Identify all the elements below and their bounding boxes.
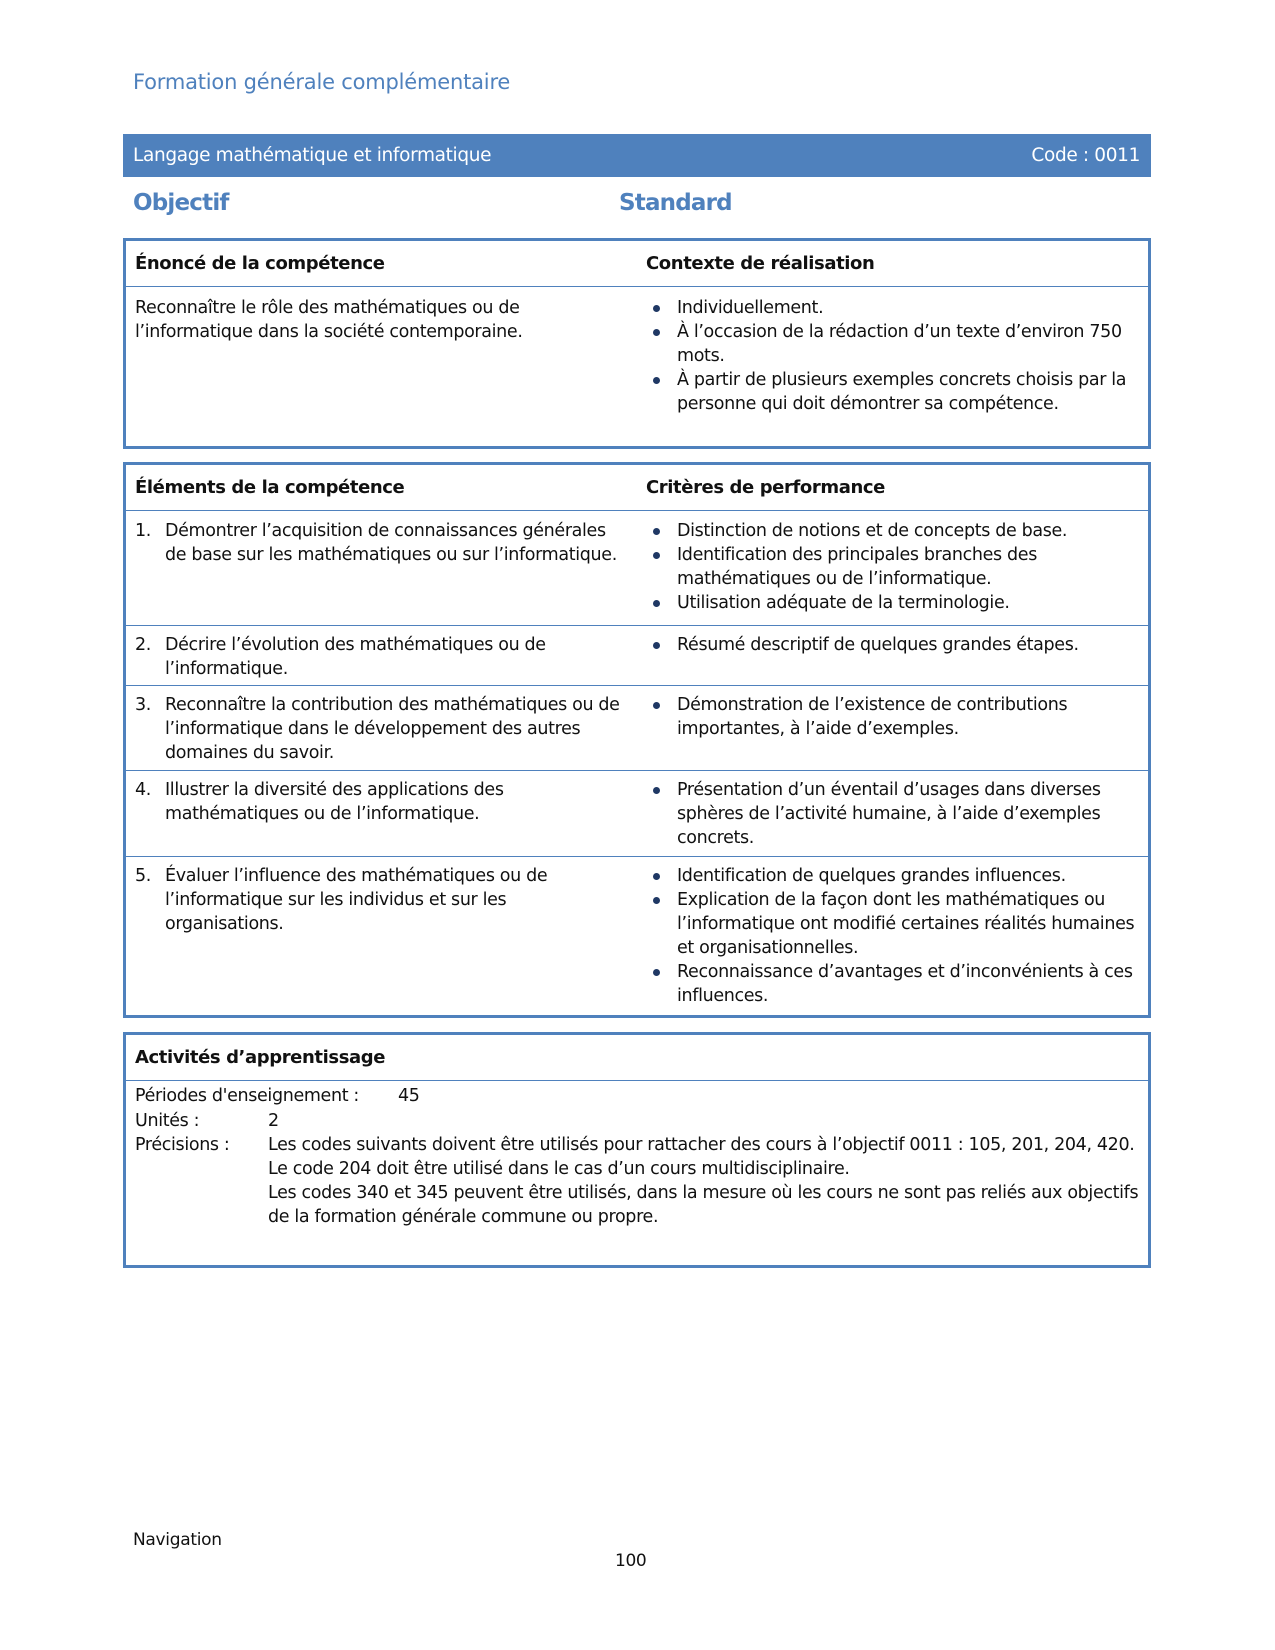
- elements-header: Éléments de la compétence: [135, 477, 405, 498]
- statement-line: l’informatique dans la société contemporaine.: [135, 322, 523, 342]
- section-titles: [133, 190, 1143, 224]
- criteria-list: [638, 778, 1148, 856]
- activities-header-row: [126, 1035, 1148, 1080]
- section-title-objectif: Objectif: [133, 190, 229, 216]
- element-text: Illustrer la diversité des applications des mathématiques ou de l’informatique.: [165, 780, 504, 824]
- section-title-standard: Standard: [619, 190, 732, 216]
- context-list: [638, 296, 1148, 416]
- activities-header: Activités d’apprentissage: [135, 1047, 386, 1068]
- precision-paragraph: Les codes suivants doivent être utilisés pour rattacher des cours à l’objectif 0011 : 105, 201, 204, 420.: [268, 1135, 1135, 1155]
- element-row-2: [126, 625, 1148, 685]
- competence-header-row: [126, 241, 1148, 286]
- criterion-item: Résumé descriptif de quelques grandes étapes.: [646, 633, 1140, 657]
- criterion-item: Identification de quelques grandes influences.: [646, 864, 1140, 888]
- units-line: [135, 1109, 1139, 1134]
- element-number: 4.: [135, 780, 151, 800]
- competence-statement: [126, 296, 638, 416]
- criteria-list: [638, 519, 1148, 625]
- context-item: À l’occasion de la rédaction d’un texte d’environ 750 mots.: [646, 320, 1140, 368]
- competence-content-row: [126, 286, 1148, 416]
- precisions-text: [268, 1133, 1139, 1229]
- element-text: Décrire l’évolution des mathématiques ou de l’informatique.: [165, 635, 546, 679]
- element-number: 5.: [135, 866, 151, 886]
- element-number: 2.: [135, 635, 151, 655]
- context-header: Contexte de réalisation: [646, 253, 875, 274]
- criteria-list: [638, 633, 1148, 685]
- criteria-header: Critères de performance: [646, 477, 885, 498]
- criteria-list: [638, 864, 1148, 1008]
- context-item: À partir de plusieurs exemples concrets choisis par la personne qui doit démontrer sa compétence.: [646, 368, 1140, 416]
- activities-box: [123, 1032, 1151, 1268]
- elements-header-row: [126, 465, 1148, 510]
- statement-line: Reconnaître le rôle des mathématiques ou de: [135, 298, 520, 318]
- criterion-item: Identification des principales branches des mathématiques ou de l’informatique.: [646, 543, 1140, 591]
- page-number: 100: [615, 1551, 647, 1571]
- element-row-4: [126, 770, 1148, 856]
- criterion-item: Présentation d’un éventail d’usages dans diverses sphères de l’activité humaine, à l’aide d’exemples concrets.: [646, 778, 1140, 850]
- criterion-item: Distinction de notions et de concepts de base.: [646, 519, 1140, 543]
- units-value: 2: [268, 1110, 279, 1131]
- criterion-item: Utilisation adéquate de la terminologie.: [646, 591, 1140, 615]
- element-item: [126, 864, 638, 1008]
- competence-statement-header: Énoncé de la compétence: [135, 253, 385, 274]
- criterion-item: Explication de la façon dont les mathématiques ou l’informatique ont modifié certaines réalités humaines et organisationnelles.: [646, 888, 1140, 960]
- precisions-label: Précisions :: [135, 1135, 230, 1155]
- element-item: [126, 519, 638, 625]
- periods-value: 45: [398, 1086, 420, 1106]
- units-label: Unités :: [135, 1110, 200, 1131]
- objective-title: Langage mathématique et informatique: [133, 145, 492, 166]
- criterion-item: Démonstration de l’existence de contributions importantes, à l’aide d’exemples.: [646, 693, 1140, 741]
- activities-content: [126, 1080, 1148, 1229]
- page-header: Formation générale complémentaire: [133, 70, 511, 94]
- element-item: [126, 693, 638, 770]
- element-row-5: [126, 856, 1148, 1008]
- objective-title-bar: [123, 134, 1151, 177]
- element-row-1: [126, 510, 1148, 625]
- objective-code: Code : 0011: [1031, 145, 1140, 166]
- element-item: [126, 778, 638, 856]
- element-number: 1.: [135, 521, 151, 541]
- elements-box: [123, 462, 1151, 1018]
- element-text: Reconnaître la contribution des mathématiques ou de l’informatique dans le développement des autres domaines du savoir.: [165, 695, 620, 763]
- element-number: 3.: [135, 695, 151, 715]
- context-item: Individuellement.: [646, 296, 1140, 320]
- periods-line: [135, 1084, 1139, 1109]
- element-item: [126, 633, 638, 685]
- footer-navigation-link[interactable]: Navigation: [133, 1530, 222, 1550]
- periods-label: Périodes d'enseignement :: [135, 1086, 359, 1106]
- precision-paragraph: Les codes 340 et 345 peuvent être utilisés, dans la mesure où les cours ne sont pas reliés aux objectifs de la formation générale commune ou propre.: [268, 1183, 1139, 1227]
- element-text: Évaluer l’influence des mathématiques ou de l’informatique sur les individus et sur les organisations.: [165, 866, 548, 934]
- precision-paragraph: Le code 204 doit être utilisé dans le cas d’un cours multidisciplinaire.: [268, 1159, 850, 1179]
- competence-box: [123, 238, 1151, 449]
- precisions-line: [135, 1133, 1139, 1229]
- element-text: Démontrer l’acquisition de connaissances générales de base sur les mathématiques ou sur l’informatique.: [165, 521, 617, 565]
- criteria-list: [638, 693, 1148, 770]
- criterion-item: Reconnaissance d’avantages et d’inconvénients à ces influences.: [646, 960, 1140, 1008]
- element-row-3: [126, 685, 1148, 770]
